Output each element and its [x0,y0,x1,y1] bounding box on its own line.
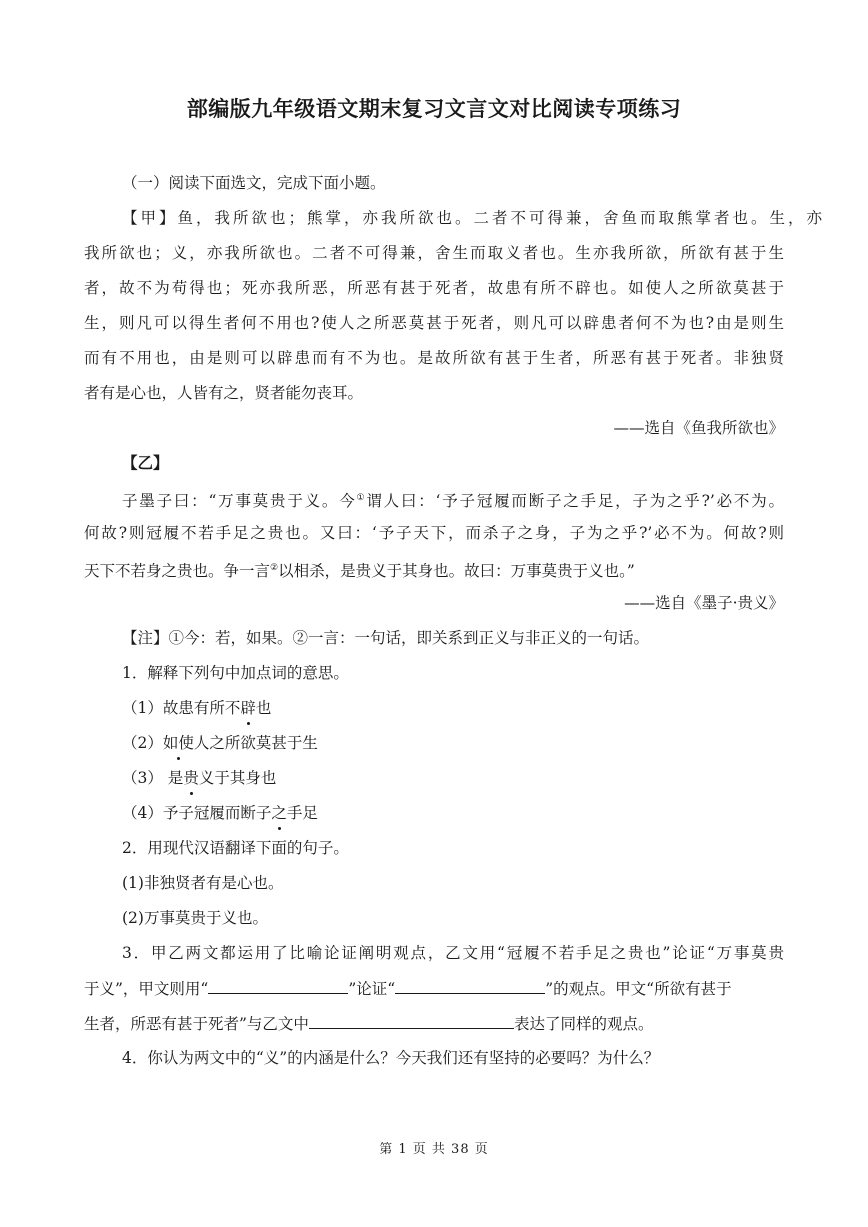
passage-jia-line-3: 者，故不为苟得也；死亦我所恶，所恶有甚于死者，故患有所不辟也。如使人之所欲莫甚于 [84,279,784,297]
footnote-mark-1: ① [356,493,367,503]
footnote-mark-2: ② [270,563,279,573]
question-3-line-3: 生者，所恶有甚于死者”与乙文中 表达了同样的观点。 [84,1012,784,1035]
annotation-note: 【注】①今：若，如果。②一言：一句话，即关系到正义与非正义的一句话。 [122,629,650,647]
passage-yi-line-2: 何故?则冠履不若手足之贵也。又曰：‘予子天下，而杀子之身，子为之乎?’必不为。何故?则 [84,524,784,542]
passage-yi-line-3: 天下不若身之贵也。争一言②以相杀，是贵义于其身也。故曰：万事莫贵于义也。” [84,562,635,581]
passage-jia-source: ——选自《鱼我所欲也》 [613,419,784,437]
passage-yi-line-1: 子墨子曰：“万事莫贵于义。今①谓人曰：‘予子冠履而断子之手足，子为之乎?’必不为。 [122,492,784,511]
question-2-item-2: (2)万事莫贵于义也。 [122,909,268,927]
question-1-item-1: （1）故患有所不辟也 [122,699,272,717]
question-3-line-1: 3．甲乙两文都运用了比喻论证阐明观点，乙文用“冠履不若手足之贵也”论证“万事莫贵 [122,944,784,962]
passage-jia-line-1 [122,207,822,229]
dotted-word: 贵 [183,769,199,787]
question-2-item-1: (1)非独贤者有是心也。 [122,874,284,892]
dotted-word: 辟 [240,699,256,717]
dotted-word: 之 [271,804,287,822]
question-3-line-2: 于义”，甲文则用“ ”论证“ ”的观点。甲文“所欲有甚于 [84,977,784,1000]
question-1-item-4: （4）予子冠履而断子之手足 [122,804,318,822]
page-title: 部编版九年级语文期末复习文言文对比阅读专项练习 [186,97,682,121]
question-1-item-2: （2）如使人之所欲莫甚于生 [122,734,318,752]
passage-yi-label: 【乙】 [122,453,169,472]
answer-blank-1[interactable] [208,977,348,994]
passage-jia-line-6: 者有是心也，人皆有之，贤者能勿丧耳。 [84,384,364,402]
section-heading: （一）阅读下面选文，完成下面小题。 [122,174,386,192]
passage-jia-line-4: 生，则凡可以得生者何不用也?使人之所恶莫甚于死者，则凡可以辟患者何不为也?由是则生 [84,314,784,332]
page-footer: 第 1 页 共 38 页 [379,1142,489,1157]
question-1-prompt: 1．解释下列句中加点词的意思。 [122,664,349,682]
question-4-prompt: 4．你认为两文中的“义”的内涵是什么？今天我们还有坚持的必要吗？为什么？ [122,1049,660,1067]
passage-jia-label: 【甲】 [122,209,178,227]
question-1-item-3: （3） 是贵义于其身也 [122,769,277,787]
answer-blank-3[interactable] [309,1012,514,1029]
dotted-word: 如使 [162,734,194,752]
passage-jia-text: 鱼，我所欲也；熊掌，亦我所欲也。二者不可得兼，舍鱼而取熊掌者也。生，亦 [177,209,822,227]
passage-yi-source: ——选自《墨子·贵义》 [624,594,784,612]
passage-jia-line-5: 而有不用也，由是则可以辟患而有不为也。是故所欲有甚于生者，所恶有甚于死者。非独贤 [84,349,784,367]
question-2-prompt: 2．用现代汉语翻译下面的句子。 [122,839,349,857]
passage-jia-line-2: 我所欲也；义，亦我所欲也。二者不可得兼，舍生而取义者也。生亦我所欲，所欲有甚于生 [84,244,784,262]
answer-blank-2[interactable] [395,977,545,994]
